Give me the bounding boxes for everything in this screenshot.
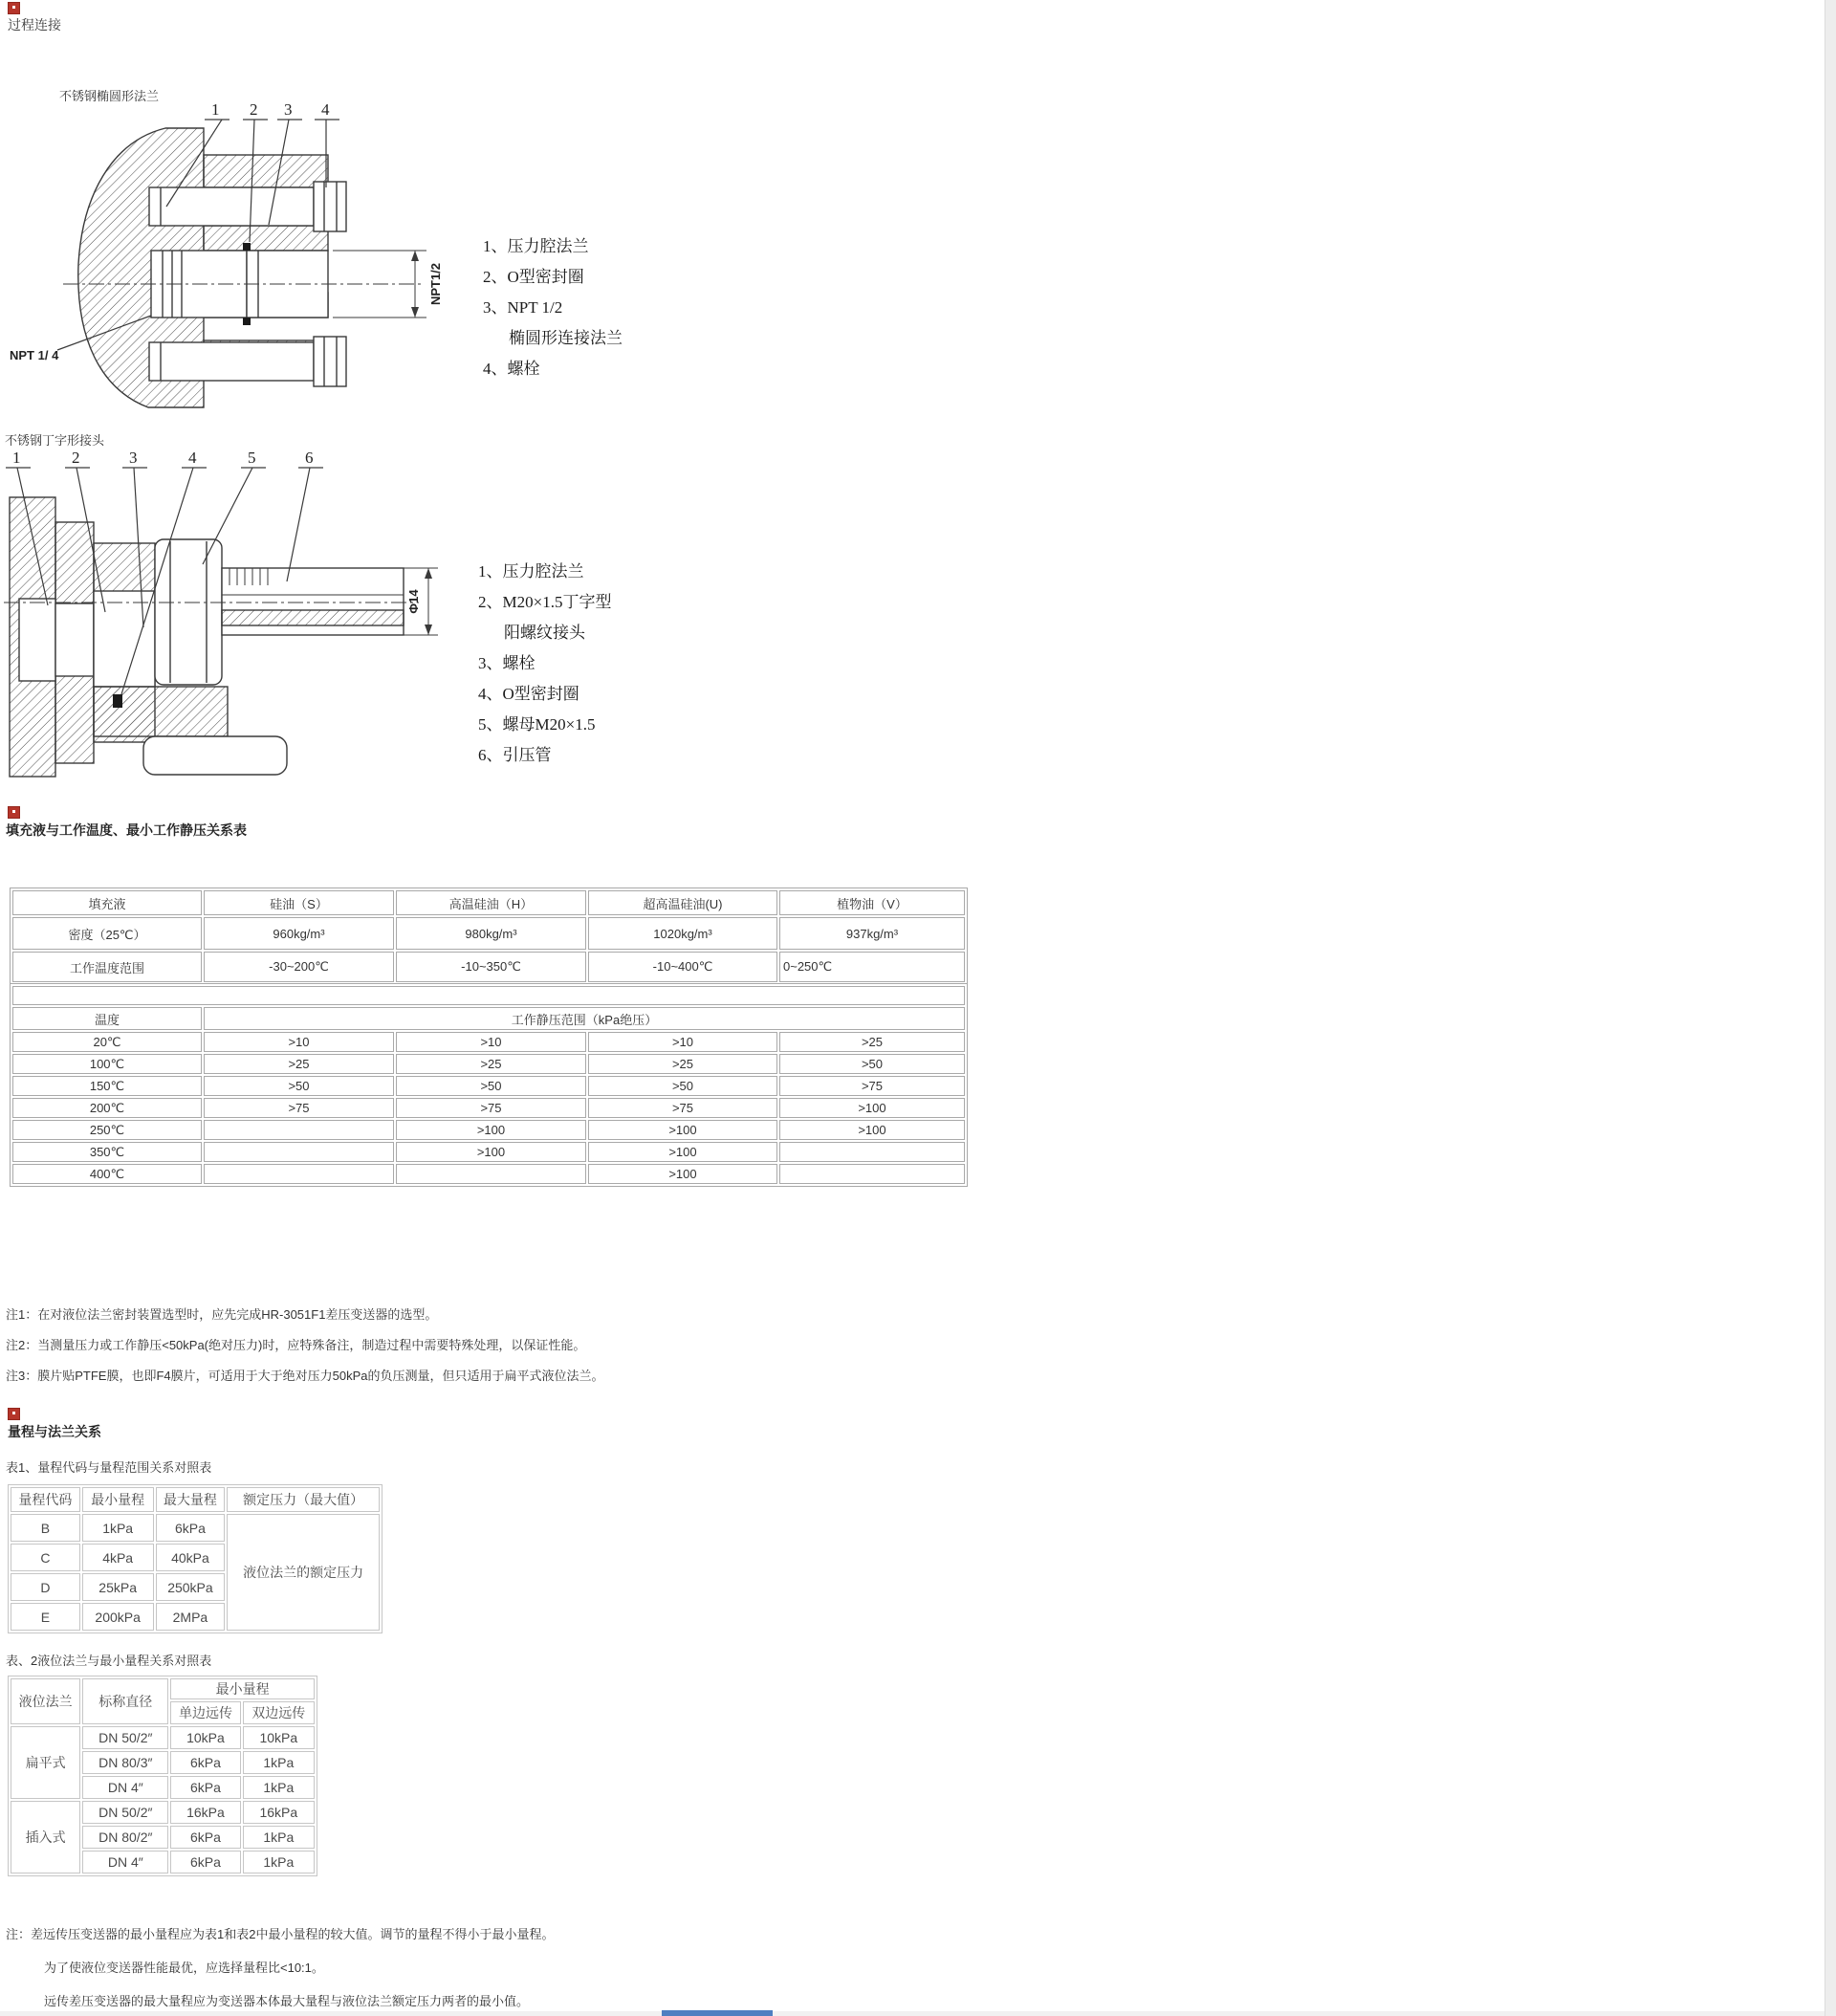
callout-number: 2 [250,100,258,119]
cell: >50 [396,1076,586,1096]
header-cell: 液位法兰 [11,1678,80,1724]
cell [779,1164,965,1184]
cell: DN 80/3″ [82,1751,168,1774]
cell: >25 [779,1032,965,1052]
header-cell: 填充液 [12,890,202,915]
header-cell: 最小量程 [82,1487,154,1512]
cell: 200℃ [12,1098,202,1118]
cell: >25 [396,1054,586,1074]
cell: DN 80/2″ [82,1826,168,1849]
cell: B [11,1514,80,1542]
note-line: 注：差远传压变送器的最小量程应为表1和表2中最小量程的较大值。调节的量程不得小于最小量程。 [6,1927,555,1941]
diagram1-legend [483,231,623,384]
header-cell: 最大量程 [156,1487,226,1512]
callout-number: 6 [305,449,314,467]
cell: DN 4″ [82,1851,168,1874]
cell: >100 [779,1098,965,1118]
bullet-dot [12,6,15,9]
cell: 1kPa [243,1776,315,1799]
header-cell: 温度 [12,1007,202,1030]
header-cell: 额定压力（最大值） [227,1487,380,1512]
section-bullet-icon [8,806,20,819]
cell: 350℃ [12,1142,202,1162]
cell: C [11,1544,80,1571]
cell: >100 [588,1120,777,1140]
cell: >25 [588,1054,777,1074]
header-cell: 量程代码 [11,1487,80,1512]
cell: >100 [588,1164,777,1184]
bullet-dot [12,1412,15,1414]
spacer-cell [12,986,965,1005]
cell: -10~350℃ [396,952,586,982]
header-cell: 超高温硅油(U) [588,890,777,915]
header-cell: 单边远传 [170,1701,240,1724]
legend-line: 4、螺栓 [483,360,540,378]
group-cell: 扁平式 [11,1726,80,1799]
cell: 16kPa [170,1801,240,1824]
cell: E [11,1603,80,1631]
cell: >50 [204,1076,394,1096]
header-cell: 最小量程 [170,1678,315,1699]
cell: 0~250℃ [779,952,965,982]
page-right-edge [1825,0,1836,2016]
cell: >75 [779,1076,965,1096]
cell: 40kPa [156,1544,226,1571]
cell: 6kPa [170,1776,240,1799]
cell: >50 [588,1076,777,1096]
cell: DN 50/2″ [82,1801,168,1824]
page-bottom-edge [0,2011,1836,2016]
cell [204,1120,394,1140]
cell: >100 [779,1120,965,1140]
bullet-dot [12,810,15,813]
diameter-dimension-label: Φ14 [406,589,421,614]
legend-line: 阳螺纹接头 [504,624,585,642]
range-code-table [8,1484,382,1633]
legend-line: 5、螺母M20×1.5 [478,715,596,734]
cell: 937kg/m³ [779,917,965,950]
static-pressure-table [10,983,968,1187]
legend-line: 6、引压管 [478,746,552,764]
callout-number: 2 [72,449,80,467]
cell: >75 [396,1098,586,1118]
cell: 6kPa [156,1514,226,1542]
cell: 16kPa [243,1801,315,1824]
group-cell: 插入式 [11,1801,80,1874]
diagram1-title: 不锈钢椭圆形法兰 [59,89,160,103]
cell: 1kPa [243,1851,315,1874]
range-table-caption: 表1、量程代码与量程范围关系对照表 [6,1460,212,1475]
cell: 250℃ [12,1120,202,1140]
note-line: 注3：膜片贴PTFE膜，也即F4膜片，可适用于大于绝对压力50kPa的负压测量，但只适用于扁平式液位法兰。 [6,1369,604,1383]
range-flange-title: 量程与法兰关系 [8,1424,101,1439]
callout-number: 5 [248,449,256,467]
cell: 2MPa [156,1603,226,1631]
callout-number: 4 [188,449,197,467]
callout-number: 3 [129,449,138,467]
note-line: 注1：在对液位法兰密封装置选型时，应先完成HR-3051F1差压变送器的选型。 [6,1307,438,1322]
page-title: 过程连接 [8,17,61,33]
section-bullet-icon [8,2,20,14]
cell: >10 [204,1032,394,1052]
cell: 工作温度范围 [12,952,202,982]
cell: 400℃ [12,1164,202,1184]
callout-number: 3 [284,100,293,119]
legend-line: 2、O型密封圈 [483,268,584,286]
cell: 200kPa [82,1603,154,1631]
cell: 10kPa [170,1726,240,1749]
cell: 25kPa [82,1573,154,1601]
legend-line: 1、压力腔法兰 [483,237,589,255]
fill-table-title: 填充液与工作温度、最小工作静压关系表 [6,822,247,838]
legend-line: 3、NPT 1/2 [483,298,563,317]
section-bullet-icon [8,1408,20,1420]
note-line: 为了使液位变送器性能最优，应选择量程比<10:1。 [44,1961,324,1975]
cell: D [11,1573,80,1601]
flange-table-caption: 表、2液位法兰与最小量程关系对照表 [6,1654,212,1668]
cell [779,1142,965,1162]
cell: 10kPa [243,1726,315,1749]
cell: >100 [396,1120,586,1140]
callout-number: 1 [12,449,21,467]
cell: 6kPa [170,1851,240,1874]
cell: 6kPa [170,1826,240,1849]
fill-liquid-table [10,887,968,985]
header-cell: 标称直径 [82,1678,168,1724]
cell: 1020kg/m³ [588,917,777,950]
cell: 6kPa [170,1751,240,1774]
header-cell: 高温硅油（H） [396,890,586,915]
cell [396,1164,586,1184]
callout-number: 1 [211,100,220,119]
elliptical-flange-diagram [8,99,452,436]
cell: 980kg/m³ [396,917,586,950]
cell: -10~400℃ [588,952,777,982]
cell: DN 50/2″ [82,1726,168,1749]
npt14-dimension-label: NPT 1/ 4 [10,348,59,362]
cell: >50 [779,1054,965,1074]
legend-line: 椭圆形连接法兰 [509,329,623,347]
cell: 1kPa [243,1751,315,1774]
cell: >100 [396,1142,586,1162]
cell: >10 [588,1032,777,1052]
cell: 4kPa [82,1544,154,1571]
header-cell: 硅油（S） [204,890,394,915]
cell: 150℃ [12,1076,202,1096]
cell: >25 [204,1054,394,1074]
diagram2-title: 不锈钢丁字形接头 [5,433,105,448]
cell: >75 [204,1098,394,1118]
merged-cell: 液位法兰的额定压力 [227,1514,380,1631]
header-cell: 双边远传 [243,1701,315,1724]
callout-number: 4 [321,100,330,119]
flange-min-range-table [8,1676,317,1876]
cell: 1kPa [82,1514,154,1542]
t-joint-diagram [0,448,445,784]
cell: >100 [588,1142,777,1162]
cell: 1kPa [243,1826,315,1849]
partial-footer-element [662,2010,773,2016]
cell: >10 [396,1032,586,1052]
diagram2-legend [478,557,611,771]
cell: 250kPa [156,1573,226,1601]
legend-line: 3、螺栓 [478,654,536,672]
note-line: 注2：当测量压力或工作静压<50kPa(绝对压力)时，应特殊备注，制造过程中需要特殊处理，以保证性能。 [6,1338,586,1352]
legend-line: 2、M20×1.5丁字型 [478,593,612,611]
cell [204,1142,394,1162]
cell: 960kg/m³ [204,917,394,950]
cell: -30~200℃ [204,952,394,982]
note-line: 远传差压变送器的最大量程应为变送器本体最大量程与液位法兰额定压力两者的最小值。 [44,1994,530,2008]
cell [204,1164,394,1184]
cell: 密度（25℃） [12,917,202,950]
npt12-dimension-label: NPT1/2 [428,262,443,306]
cell: DN 4″ [82,1776,168,1799]
header-cell: 工作静压范围（kPa绝压） [204,1007,965,1030]
legend-line: 4、O型密封圈 [478,685,579,703]
header-cell: 植物油（V） [779,890,965,915]
cell: 20℃ [12,1032,202,1052]
legend-line: 1、压力腔法兰 [478,562,584,581]
cell: >75 [588,1098,777,1118]
cell: 100℃ [12,1054,202,1074]
